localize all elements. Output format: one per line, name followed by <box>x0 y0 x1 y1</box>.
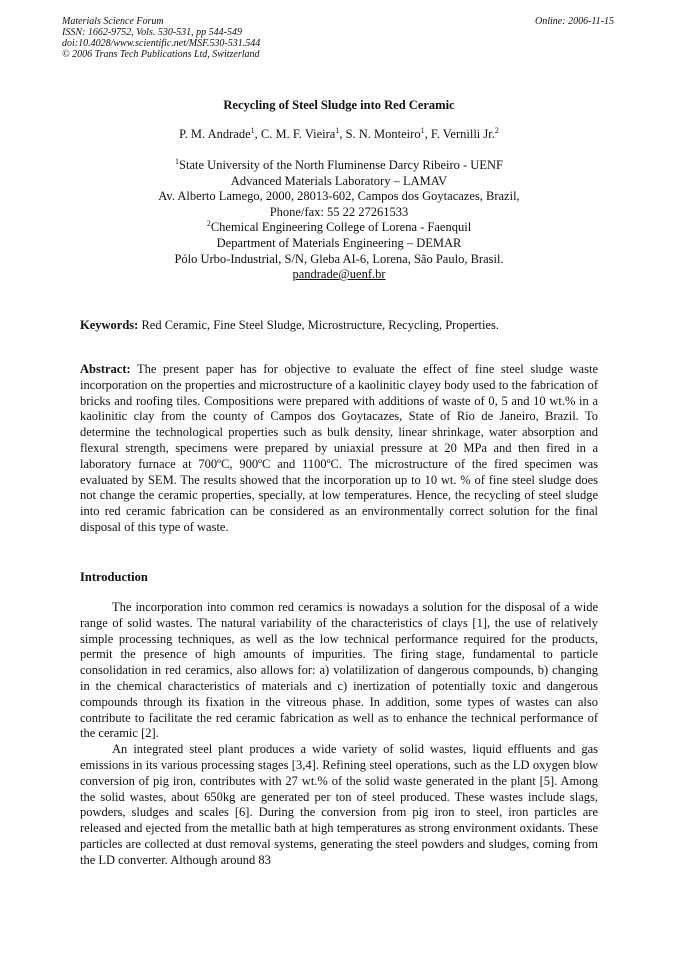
affiliation-line: Av. Alberto Lamego, 2000, 28013-602, Campos dos Goytacazes, Brazil, <box>158 189 520 204</box>
paragraph: The incorporation into common red ceramics is nowadays a solution for the disposal of a wide range of solid wastes. The natural variability of the characteristics of clays [1], the use of relatively simple processing techniques, as well as the low technical performance required for the products, permit the presence of high amounts of impurities. The firing stage, fundamental to particle consolidation in red ceramics, also allows for: a) volatilization of dangerous compounds, b) changing in the chemical characteristics of materials and c) inertization of potentially toxic and dangerous compounds through its fixation in the vitreous phase. In addition, some types of wastes can also contribute to facilitate the red ceramic fabrication as well as to enhance the technical performance of the ceramic [2]. <box>80 600 598 741</box>
affiliation-line: Advanced Materials Laboratory – LAMAV <box>230 173 448 188</box>
author-affiliation-mark: 1 <box>335 125 340 135</box>
issn: ISSN: 1662-9752, Vols. 530-531, pp 544-549 <box>62 27 242 38</box>
introduction-heading: Introduction <box>80 570 148 584</box>
paper-title: Recycling of Steel Sludge into Red Ceramic <box>223 98 455 112</box>
author-name: P. M. Andrade <box>179 127 251 141</box>
affiliation-line: Phone/fax: 55 22 27261533 <box>269 204 409 219</box>
keywords-label: Keywords: <box>80 318 139 332</box>
introduction-body <box>80 600 598 869</box>
journal-header <box>62 16 260 60</box>
abstract <box>80 362 598 536</box>
journal-name: Materials Science Forum <box>62 16 164 27</box>
email-link[interactable]: pandrade@uenf.br <box>292 267 386 282</box>
online-date: Online: 2006-11-15 <box>535 16 614 27</box>
abstract-label: Abstract: <box>80 362 131 376</box>
author-name: S. N. Monteiro <box>345 127 421 141</box>
author-affiliation-mark: 1 <box>250 125 255 135</box>
affiliation-line: Department of Materials Engineering – DEMAR <box>216 235 462 250</box>
author-list: P. M. Andrade$^1$, C. M. F. Vieira$^1$, S. N. Monteiro$^1$, F. Vernilli Jr.$^2$ <box>179 125 499 141</box>
copyright: © 2006 Trans Tech Publications Ltd, Switzerland <box>62 49 260 60</box>
affiliations <box>0 158 678 283</box>
affiliation-line: $^1$State University of the North Fluminense Darcy Ribeiro - UENF <box>175 156 503 172</box>
paragraph: An integrated steel plant produces a wide variety of solid wastes, liquid effluents and gas emissions in its various processing stages [3,4]. Refining steel operations, such as the LD oxygen blow conversion of pig iron, contributes with 27 wt.% of the solid waste generated in the plant [5]. Among the solid wastes, about 650kg are generated per ton of steel produced. These wastes include slags, powders, sludges and scales [6]. During the conversion from pig iron to steel, iron particles are released and ejected from the metallic bath at high temperatures as strong environment oxidants. These particles are collected at dust removal systems, generating the steel powders and sludges, coming from the LD converter. Although around 83 <box>80 742 598 867</box>
keywords <box>80 318 598 333</box>
doi: doi:10.4028/www.scientific.net/MSF.530-531.544 <box>62 38 261 49</box>
author-name: C. M. F. Vieira <box>260 127 336 141</box>
author-name: F. Vernilli Jr. <box>430 127 495 141</box>
abstract-text: The present paper has for objective to evaluate the effect of fine steel sludge waste incorporation on the properties and microstructure of a kaolinitic clayey body used to the fabrication of bricks and roofing tiles. Compositions were prepared with additions of waste of 0, 5 and 10 wt.% in a kaolinitic clay from the county of Campos dos Goytacazes, State of Rio de Janeiro, Brazil. To determine the technological properties such as bulk density, linear shrinkage, water absorption and flexural strength, specimens were prepared by uniaxial pressure at 20 MPa and then fired in a laboratory furnace at 700ºC, 900ºC and 1100ºC. The microstructure of the fired specimen was evaluated by SEM. The results showed that the incorporation up to 10 wt. % of fine steel sludge does not change the ceramic properties, specially, at low temperatures. Hence, the recycling of steel sludge into red ceramic fabrication can be considered as an environmentally correct solution for the final disposal of this type of waste. <box>80 362 598 534</box>
author-affiliation-mark: 2 <box>494 125 499 135</box>
affiliation-line: Pólo Urbo-Industrial, S/N, Gleba AI-6, Lorena, São Paulo, Brasil. <box>174 251 504 266</box>
author-affiliation-mark: 1 <box>420 125 425 135</box>
affiliation-line: $^2$Chemical Engineering College of Lorena - Faenquil <box>206 219 472 235</box>
keywords-text: Red Ceramic, Fine Steel Sludge, Microstructure, Recycling, Properties. <box>141 318 500 332</box>
